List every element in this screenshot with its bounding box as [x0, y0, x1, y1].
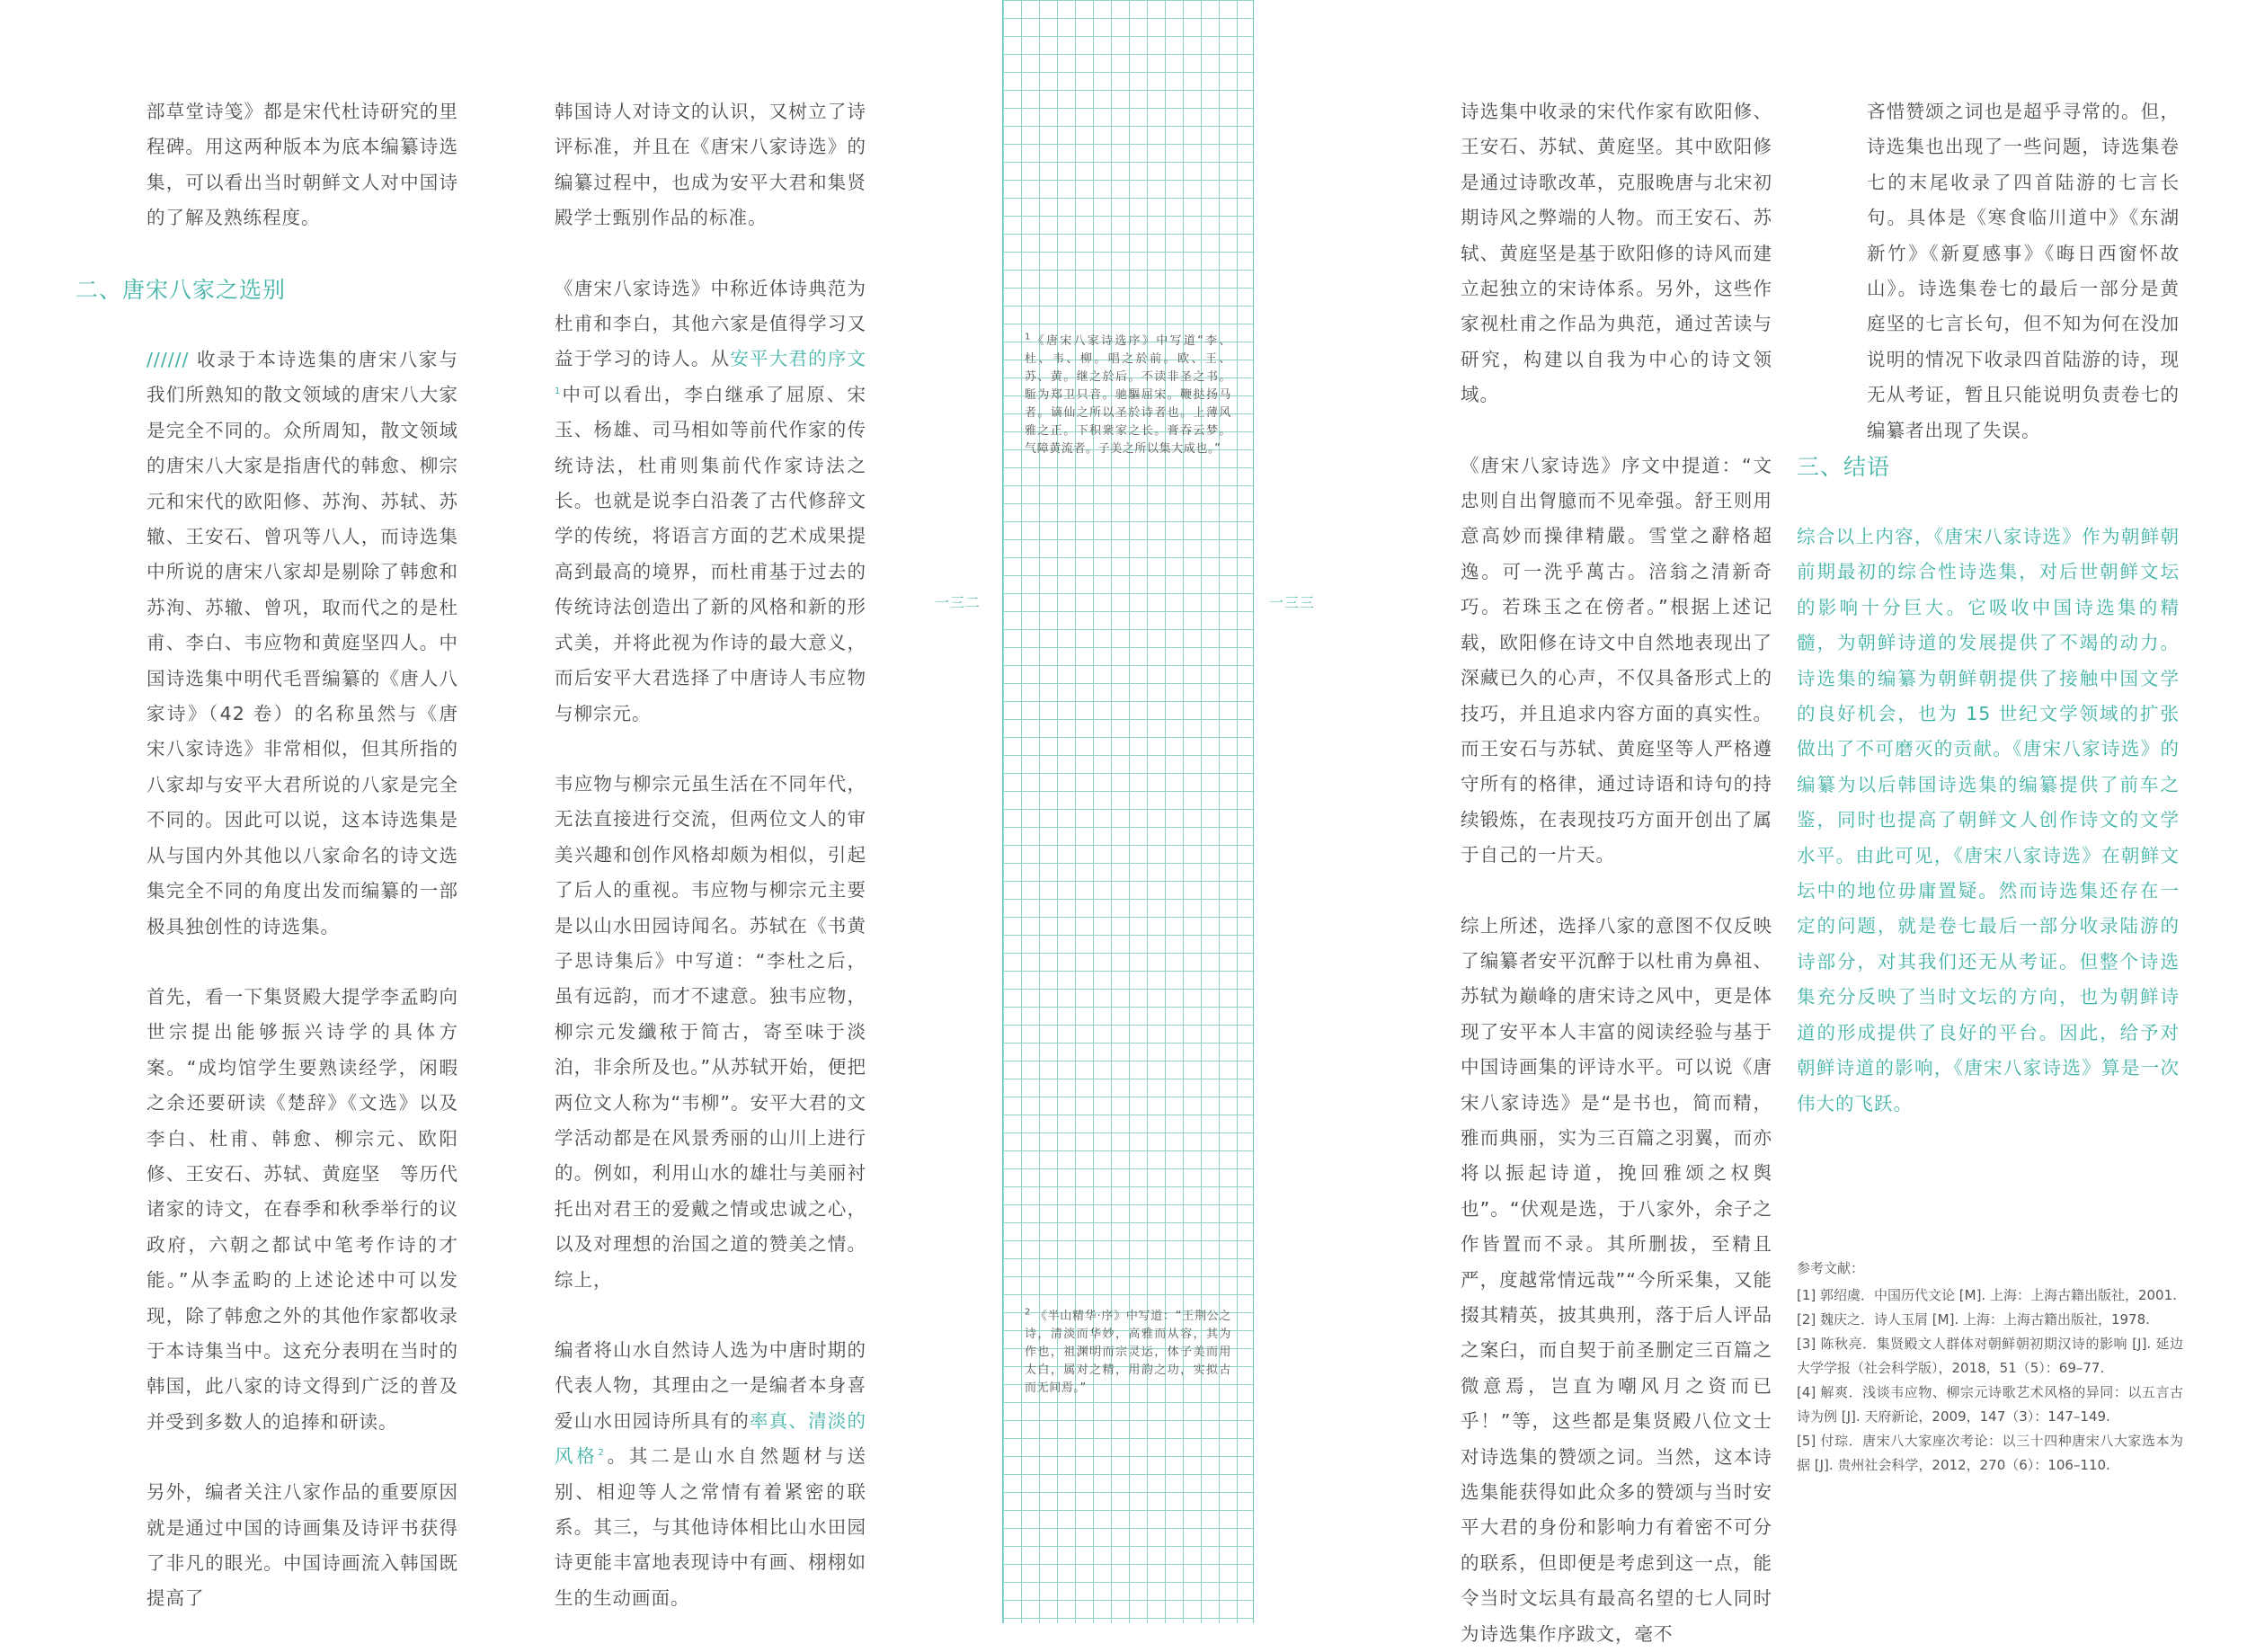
paragraph: 韩国诗人对诗文的认识，又树立了诗评标准，并且在《唐宋八家诗选》的编纂过程中，也成为安平大君和集贤殿学士甄别作品的标准。 — [555, 101, 866, 229]
highlight-text: 率真、清淡的风格 — [555, 1409, 866, 1468]
page-number-left: 一三二 — [935, 594, 981, 611]
conclusion-block — [1797, 520, 2180, 1122]
left-column-2 — [555, 94, 866, 1616]
footnote-1: $^1$《唐宋八家诗选序》中写道“李、杜、韦、柳。唱之於前。欧、王、苏、黄。继之於后。不读非圣之书。駈为郑卫只音。驰驅屈宋。鞭挞扬马者。谪仙之所以圣於诗者也。上薄风雅之正。下积衆家之长。膏吞云梦。气障黄流者。子美之所以集大成也。” — [1025, 332, 1231, 456]
paragraph: 《唐宋八家诗选》序文中提道：“文忠则自出胷臆而不见牵强。舒王则用意高妙而操律精嚴。雪堂之辭格超逸。可一洗乎萬古。涪翁之清新奇巧。若珠玉之在傍者。”根据上述记载，欧阳修在诗文中自然地表现出了深藏已久的心声，不仅具备形式上的技巧，并且追求内容方面的真实性。而王安石与苏轼、黄庭坚等人严格遵守所有的格律，通过诗语和诗句的持续锻炼，在表现技巧方面开创出了属于自己的一片天。 — [1461, 454, 1772, 866]
paragraph: 综上所述，选择八家的意图不仅反映了编纂者安平沉醉于以杜甫为鼻祖、苏轼为巅峰的唐宋诗之风中，更是体现了安平本人丰富的阅读经验与基于中国诗画集的评诗水平。可以说《唐宋八家诗选》是“是书也，简而精，雅而典丽，实为三百篇之羽翼，而亦将以振起诗道，挽回雅颂之权舆也”。“伏观是选，于八家外，余子之作皆置而不录。其所删拔，至精且严，度越常情远哉”“今所采集，又能掇其精英，披其典刑，落于后人评品之案臼，而自契于前圣删定三百篇之微意焉，岂直为嘲风月之资而已乎！”等，这些都是集贤殿八位文士对诗选集的赞颂之词。当然，这本诗选集能获得如此众多的赞颂与当时安平大君的身份和影响力有着密不可分的联系，但即便是考虑到这一点，能令当时文坛具有最高名望的七人同时为诗选集作序跋文，毫不 — [1461, 914, 1772, 1645]
reference-item: [3] 陈秋亮．集贤殿文人群体对朝鲜朝初期汉诗的影响 [J]. 延边大学学报（社会科学版），2018，51（5）：69–77. — [1797, 1336, 2183, 1376]
paragraph: 首先，看一下集贤殿大提学李孟畇向世宗提出能够振兴诗学的具体方案。“成均馆学生要熟读经学，闲暇之余还要研读《楚辞》《文选》以及李白、杜甫、韩愈、柳宗元、欧阳修、王安石、苏轼、黄庭坚 等历代诸家的诗文，在春季和秋季举行的议政府，六朝之都试中笔考作诗的才能。”从李孟畇的上述论述中可以发现，除了韩愈之外的其他作家都收录于本诗集当中。这充分表明在当时的韩国，此八家的诗文得到广泛的普及并受到多数人的追捧和研读。 — [147, 985, 458, 1433]
reference-item: [1] 郭绍虞．中国历代文论 [M]. 上海：上海古籍出版社，2001. — [1797, 1287, 2177, 1303]
conclusion-paragraph: 综合以上内容，《唐宋八家诗选》作为朝鲜朝前期最初的综合性诗选集，对后世朝鲜文坛的影响十分巨大。它吸收中国诗选集的精髓，为朝鲜诗道的发展提供了不竭的动力。诗选集的编纂为朝鲜朝提供了接触中国文学的良好机会，也为 15 世纪文学领域的扩张做出了不可磨灭的贡献。《唐宋八家诗选》的编纂为以后韩国诗选集的编纂提供了前车之鉴，同时也提高了朝鲜文人创作诗文的文学水平。由此可见，《唐宋八家诗选》在朝鲜文坛中的地位毋庸置疑。然而诗选集还存在一定的问题，就是卷七最后一部分收录陆游的诗部分，对其我们还无从考证。但整个诗选集充分反映了当时文坛的方向，也为朝鲜诗道的形成提供了良好的平台。因此，给予对朝鲜诗道的影响，《唐宋八家诗选》算是一次伟大的飞跃。 — [1797, 526, 2180, 1115]
paragraph-text: 。其二是山水自然题材与送别、相迎等人之常情有着紧密的联系。其三，与其他诗体相比山水田园诗更能丰富地表现诗中有画、栩栩如生的生动画面。 — [555, 1445, 867, 1609]
paragraph-text: 《唐宋八家诗选》中称近体诗典范为杜甫和李白，其他六家是值得学习又益于学习的诗人。从 — [555, 277, 866, 370]
references-title: 参考文献： — [1797, 1260, 1865, 1276]
section-heading-2: 二、唐宋八家之选别 — [75, 277, 287, 303]
right-column-2 — [1867, 94, 2180, 449]
right-column-1 — [1461, 94, 1772, 1652]
paragraph — [555, 1333, 866, 1616]
footnote-ref: 2 — [598, 1448, 605, 1459]
reference-item: [5] 付琮．唐宋八大家座次考论：以三十四种唐宋八大家选本为据 [J]. 贵州社会科学，2012，270（6）：106–110. — [1797, 1433, 2183, 1473]
reference-item: [4] 解爽．浅谈韦应物、柳宗元诗歌艺术风格的异同：以五言古诗为例 [J]. 天府新论，2009，147（3）：147–149. — [1797, 1384, 2183, 1425]
paragraph — [147, 342, 458, 945]
paragraph — [555, 271, 866, 732]
section-heading-3: 三、结语 — [1797, 454, 1891, 480]
paragraph: 部草堂诗笺》都是宋代杜诗研究的里程碑。用这两种版本为底本编纂诗选集，可以看出当时朝鲜文人对中国诗的了解及熟练程度。 — [147, 101, 458, 229]
reference-item: [2] 魏庆之．诗人玉屑 [M]. 上海：上海古籍出版社，1978. — [1797, 1311, 2150, 1328]
paragraph-text: 中可以看出，李白继承了屈原、宋玉、杨雄、司马相如等前代作家的传统诗法，杜甫则集前代作家诗法之长。也就是说李白沿袭了古代修辞文学的传统，将语言方面的艺术成果提高到最高的境界，而杜甫基于过去的传统诗法创造出了新的风格和新的形式美，并将此视为作诗的最大意义，而后安平大君选择了中唐诗人韦应物与柳宗元。 — [555, 383, 866, 724]
paragraph: 诗选集中收录的宋代作家有欧阳修、王安石、苏轼、黄庭坚。其中欧阳修是通过诗歌改革，克服晚唐与北宋初期诗风之弊端的人物。而王安石、苏轼、黄庭坚是基于欧阳修的诗风而建立起独立的宋诗体系。另外，这些作家视杜甫之作品为典范，通过苦读与研究，构建以自我为中心的诗文领域。 — [1461, 101, 1772, 406]
slash-mark: ////// — [147, 349, 190, 370]
highlight-link: 安平大君的序文 — [730, 348, 867, 370]
footnote-ref: 1 — [555, 386, 562, 397]
paragraph-text: 编者将山水自然诗人选为中唐时期的代表人物，其理由之一是编者本身喜爱山水田园诗所具有的 — [555, 1339, 866, 1432]
left-column-1-body — [147, 342, 458, 1617]
paragraph-text: 收录于本诗选集的唐宋八家与我们所熟知的散文领域的唐宋八大家是完全不同的。众所周知，散文领域的唐宋八大家是指唐代的韩愈、柳宗元和宋代的欧阳修、苏洵、苏轼、苏辙、王安石、曾巩等八人，而诗选集中所说的唐宋八家却是剔除了韩愈和苏洵、苏辙、曾巩，取而代之的是杜甫、李白、韦应物和黄庭坚四人。中国诗选集中明代毛晋编纂的《唐人八家诗》（42 卷）的名称虽然与《唐宋八家诗选》非常相似，但其所指的八家却与安平大君所说的八家是完全不同的。因此可以说，这本诗选集是从与国内外其他以八家命名的诗文选集完全不同的角度出发而编纂的一部极具独创性的诗选集。 — [147, 349, 458, 937]
left-column-1 — [147, 94, 458, 236]
footnote-2: $^2$ 《半山精华·序》中写道：“王荆公之诗，清淡而华妙，高雅而从容，其为作也，祖渊明而宗灵运，体子美而用太白，属对之精，用韵之功，实拟古而无间焉。” — [1025, 1307, 1231, 1395]
paragraph: 吝惜赞颂之词也是超乎寻常的。但，诗选集也出现了一些问题，诗选集卷七的末尾收录了四首陆游的七言长句。具体是《寒食临川道中》《东湖新竹》《新夏感事》《晦日西窗怀故山》。诗选集卷七的最后一部分是黄庭坚的七言长句，但不知为何在没加说明的情况下收录四首陆游的诗，现无从考证，暂且只能说明负责卷七的编纂者出现了失误。 — [1867, 101, 2180, 441]
paragraph: 韦应物与柳宗元虽生活在不同年代，无法直接进行交流，但两位文人的审美兴趣和创作风格却颇为相似，引起了后人的重视。韦应物与柳宗元主要是以山水田园诗闻名。苏轼在《书黄子思诗集后》中写道：“李杜之后，虽有远韵，而才不逮意。独韦应物，柳宗元发纖秾于简古，寄至味于淡泊，非余所及也。”从苏轼开始，便把两位文人称为“韦柳”。安平大君的文学活动都是在风景秀丽的山川上进行的。例如，利用山水的雄壮与美丽衬托出对君王的爱戴之情或忠诚之心，以及对理想的治国之道的赞美之情。综上， — [555, 772, 866, 1291]
references-list — [1797, 1283, 2183, 1478]
page-number-right: 一三三 — [1269, 594, 1316, 611]
paragraph: 另外，编者关注八家作品的重要原因就是通过中国的诗画集及诗评书获得了非凡的眼光。中国诗画流入韩国既提高了 — [147, 1481, 458, 1610]
